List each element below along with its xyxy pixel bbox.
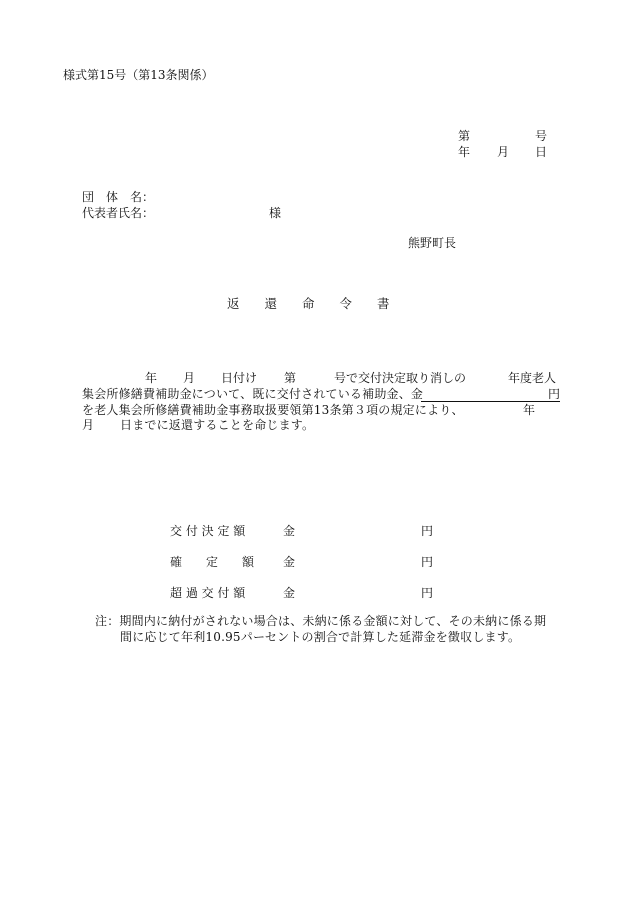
document-number-dai: 第 [458,129,471,143]
amount-kin-decided: 金 [283,524,296,538]
honorific-sama: 様 [269,206,282,220]
document-number-go: 号 [535,129,548,143]
date-month: 月 [497,145,510,159]
body-line2-text: 集会所修繕費補助金について、既に交付されている補助金、金 [82,387,424,401]
amount-yen-confirmed: 円 [421,555,434,569]
date-day: 日 [535,145,548,159]
amount-yen-excess: 円 [421,586,434,600]
date-year: 年 [458,145,471,159]
body-line1-dated: 日付け [221,371,258,385]
amount-underline [421,401,560,402]
organization-name-label: 団 体 名： [82,190,155,204]
note-line1: 注：期間内に納付がされない場合は、未納に係る金額に対して、その未納に係る期 [95,614,547,628]
document-title: 返 還 命 令 書 [227,296,390,311]
body-line3-text: を老人集会所修繕費補助金事務取扱要領第13条第３項の規定により、 [82,403,464,417]
body-line1-year: 年 [145,371,158,385]
body-line3-year: 年 [523,403,536,417]
body-line4-month: 月 [82,418,95,432]
amount-label-decided: 交 付 決 定 額 [170,524,246,538]
body-line1-fiscal-year: 年度老人 [508,371,557,385]
body-line1-month: 月 [183,371,196,385]
amount-kin-confirmed: 金 [283,555,296,569]
body-line2-yen: 円 [548,387,561,401]
amount-kin-excess: 金 [283,586,296,600]
form-number-label: 様式第15号（第13条関係） [63,68,214,82]
amount-label-confirmed: 確 定 額 [170,555,255,569]
representative-name-label: 代表者氏名： [82,206,155,220]
amount-yen-decided: 円 [421,524,434,538]
issuer-name: 熊野町長 [408,236,457,250]
body-line1-go-text: 号で交付決定取り消しの [334,371,467,385]
note-line2: 間に応じて年利10.95パーセントの割合で計算した延滞金を徴収します。 [120,630,521,644]
amount-label-excess: 超 過 交 付 額 [170,586,246,600]
body-line4-text: 日までに返還することを命じます。 [120,418,315,432]
body-line1-dai: 第 [284,371,297,385]
